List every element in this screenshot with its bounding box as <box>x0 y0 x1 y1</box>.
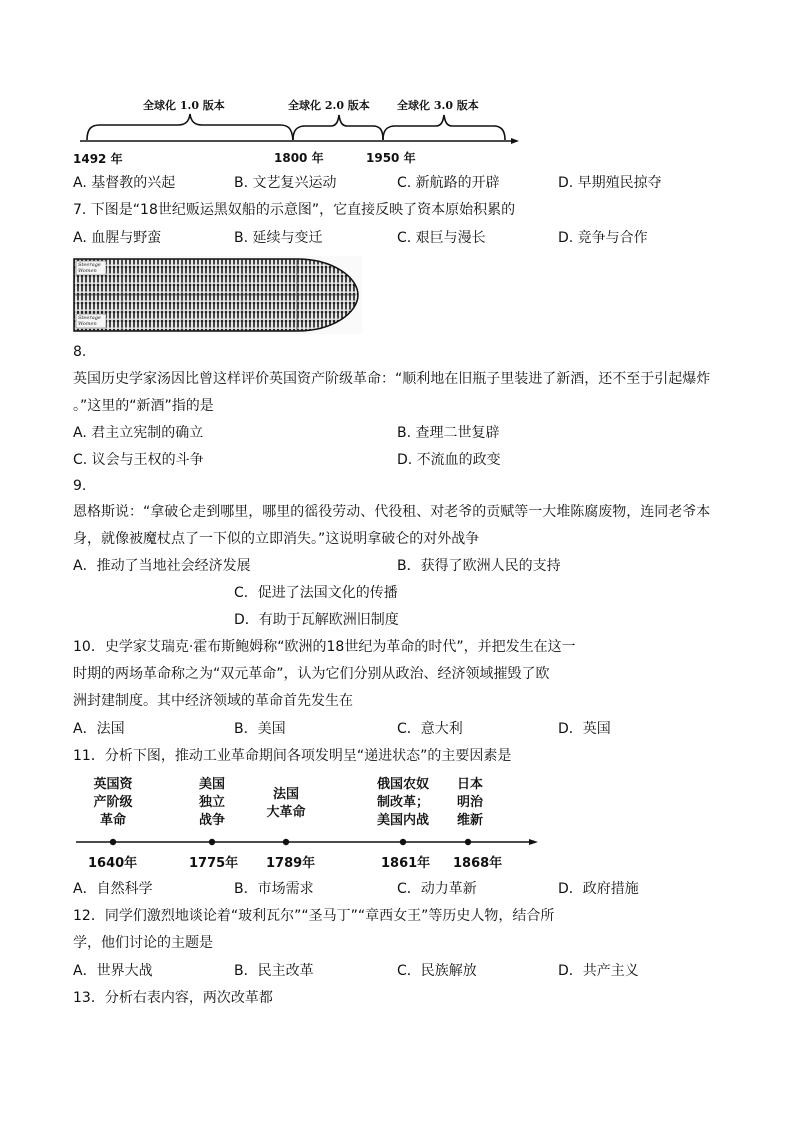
year-1640: 1640年 <box>88 856 138 871</box>
q6-option-b: B. 文艺复兴运动 <box>234 175 337 191</box>
q10-option-b: B．美国 <box>234 721 286 737</box>
q8-option-a: A. 君主立宪制的确立 <box>73 425 204 441</box>
year-1775: 1775年 <box>189 856 239 871</box>
q7-option-a: A. 血腥与野蛮 <box>73 230 162 246</box>
q9-number: 9. <box>73 478 87 494</box>
q9-option-d: D．有助于瓦解欧洲旧制度 <box>234 612 399 628</box>
q10-option-d: D．英国 <box>558 721 611 737</box>
q8-option-d: D. 不流血的政变 <box>397 452 501 468</box>
year-label-1492: 1492 年 <box>73 152 123 166</box>
event-russia-usa <box>365 776 441 830</box>
event-line: 美国内战 <box>376 813 429 828</box>
q6-option-a: A. 基督教的兴起 <box>73 175 176 191</box>
q8-number: 8. <box>73 344 87 360</box>
q12-option-a: A．世界大战 <box>73 963 153 979</box>
q11-option-d: D．政府措施 <box>558 881 639 897</box>
event-english-revolution <box>88 776 138 830</box>
q13-stem: 13．分析右表内容，两次改革都 <box>73 990 273 1006</box>
q12-line1: 12．同学们激烈地谈论着“玻利瓦尔”“圣马丁”“章西女王”等历史人物，结合所 <box>73 908 555 924</box>
q12-option-d: D．共产主义 <box>558 963 639 979</box>
event-line: 革命 <box>99 813 126 828</box>
q8-option-b: B. 查理二世复辟 <box>397 425 500 441</box>
event-american-independence <box>192 776 232 830</box>
q10-option-a: A．法国 <box>73 721 125 737</box>
q12-option-b: B．民主改革 <box>234 963 314 979</box>
q7-stem: 7. 下图是“18世纪贩运黑奴船的示意图”，它直接反映了资本原始积累的 <box>73 202 516 218</box>
q8-line1: 英国历史学家汤因比曾这样评价英国资产阶级革命：“顺利地在旧瓶子里装进了新酒，还不至于引起爆炸 <box>73 371 711 387</box>
brace-label-2: 全球化 2.0 版本 <box>288 99 370 112</box>
q12-option-c: C．民族解放 <box>397 963 477 979</box>
q9-option-b: B．获得了欧洲人民的支持 <box>397 558 561 574</box>
event-line: 独立 <box>198 795 225 810</box>
q11-option-c: C．动力革新 <box>397 881 477 897</box>
event-line: 俄国农奴 <box>376 777 429 792</box>
q6-option-d: D. 早期殖民掠夺 <box>558 175 662 191</box>
q8-option-c: C. 议会与王权的斗争 <box>73 452 204 468</box>
event-line: 英国资 <box>93 777 133 792</box>
q9-option-a: A．推动了当地社会经济发展 <box>73 558 251 574</box>
q7-option-c: C. 艰巨与漫长 <box>397 230 486 246</box>
q11-option-a: A．自然科学 <box>73 881 153 897</box>
year-label-1800: 1800 年 <box>274 151 324 165</box>
event-line: 产阶级 <box>93 795 133 810</box>
q7-option-d: D. 竞争与合作 <box>558 230 648 246</box>
q9-option-c: C．促进了法国文化的传播 <box>234 585 398 601</box>
event-line: 明治 <box>456 795 483 810</box>
brace-label-1: 全球化 1.0 版本 <box>143 99 225 112</box>
event-line: 制改革； <box>376 795 429 810</box>
slave-ship-image <box>72 256 362 334</box>
q8-line2: 。”这里的“新酒”指的是 <box>73 398 214 414</box>
q10-line1: 10．史学家艾瑞克·霍布斯鲍姆称“欧洲的18世纪为革命的时代”，并把发生在这一 <box>73 639 576 655</box>
q10-option-c: C．意大利 <box>397 721 463 737</box>
q6-option-c: C. 新航路的开辟 <box>397 175 500 191</box>
globalization-timeline-graphic <box>0 0 794 170</box>
event-line: 大革命 <box>266 805 306 820</box>
year-1861: 1861年 <box>381 856 431 871</box>
q10-line2: 时期的两场革命称之为“双元革命”，认为它们分别从政治、经济领域摧毁了欧 <box>73 666 550 682</box>
event-meiji-restoration <box>450 776 490 830</box>
year-label-1950: 1950 年 <box>366 151 416 165</box>
q12-line2: 学，他们讨论的主题是 <box>73 935 213 951</box>
q9-line1: 恩格斯说：“拿破仑走到哪里，哪里的徭役劳动、代役租、对老爷的贡赋等一大堆陈腐废物，连同老爷本 <box>73 504 711 520</box>
year-1868: 1868年 <box>453 856 503 871</box>
q7-option-b: B. 延续与变迁 <box>234 230 323 246</box>
event-line: 美国 <box>198 777 225 792</box>
q11-option-b: B．市场需求 <box>234 881 314 897</box>
event-french-revolution <box>260 786 312 822</box>
brace-label-3: 全球化 3.0 版本 <box>397 99 479 112</box>
q10-line3: 洲封建制度。其中经济领域的革命首先发生在 <box>73 693 353 709</box>
event-line: 日本 <box>456 777 483 792</box>
ship-label-bottom: Steerage Women <box>78 315 101 327</box>
event-line: 战争 <box>198 813 225 828</box>
q11-stem: 11．分析下图，推动工业革命期间各项发明呈“递进状态”的主要因素是 <box>73 748 512 764</box>
q9-line2: 身，就像被魔杖点了一下似的立即消失。”这说明拿破仑的对外战争 <box>73 531 480 547</box>
event-line: 法国 <box>272 787 299 802</box>
event-line: 维新 <box>456 813 483 828</box>
ship-label-top: Steerage Women <box>78 262 101 274</box>
year-1789: 1789年 <box>266 856 316 871</box>
